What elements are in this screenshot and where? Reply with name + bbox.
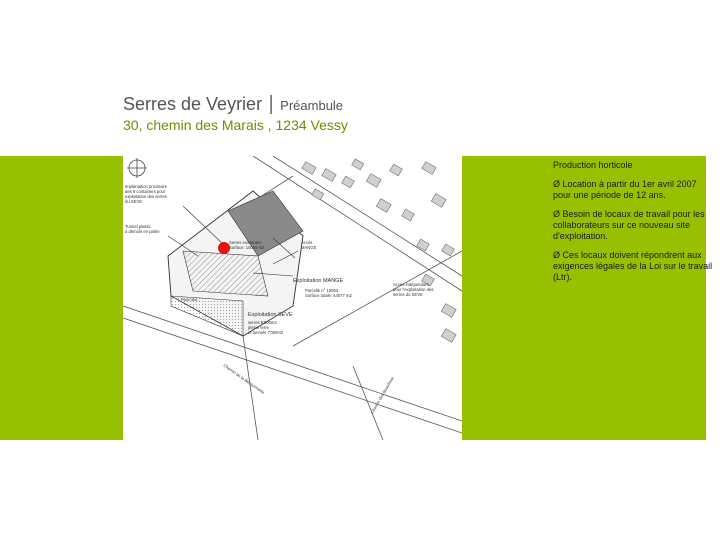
slide-title xyxy=(123,93,343,116)
label-seve-details: serres 5'000m2 pleine terre et tunnels 7'000m2 xyxy=(248,320,284,335)
label-place: Place des... xyxy=(181,298,200,302)
label-parcelle: Parcelle n° 10053 Surface totale: 44077 m2 xyxy=(305,288,352,298)
sidebar-item-location: Ø Location à partir du 1er avril 2007 pour une période de 12 ans. xyxy=(553,179,697,200)
label-chemin-2: Chemin des Beaulieux xyxy=(369,375,395,415)
sidebar-item-besoin: Ø Besoin de locaux de travail pour les collaborateurs sur ce nouveau site d'exploitation. xyxy=(553,209,705,241)
label-tunnel: Tunnel plastic à démolir en partie xyxy=(125,224,160,234)
title-separator: | xyxy=(268,93,274,115)
label-chemin-1: Chemin de la Bessonnette xyxy=(222,362,266,395)
address-line: 30, chemin des Marais , 1234 Vessy xyxy=(123,117,348,133)
green-band-middle xyxy=(462,156,546,440)
sidebar-text xyxy=(553,160,715,291)
label-acces-independant: Accès indépendant pour l'exploitation des serres du SEVE xyxy=(393,282,434,297)
sidebar-item-exigences: Ø Ces locaux doivent répondrent aux exigences légales de la Loi sur le travail (Ltr). xyxy=(553,250,713,282)
label-exploitation-mange: Exploitation MANGE xyxy=(293,278,344,284)
site-plan-map xyxy=(123,156,462,440)
label-implantation: Implantation provisoire des 5 containers pour exploitation des serres du SEVE xyxy=(125,184,168,204)
label-acces-mange: Accès MANGE xyxy=(301,240,317,250)
title-subtitle: Préambule xyxy=(280,98,344,113)
title-main: Serres de Veyrier xyxy=(123,94,263,114)
sidebar-heading: Production horticole xyxy=(553,160,633,170)
label-exploitation-seve: Exploitation SEVE xyxy=(248,312,293,318)
green-band-left xyxy=(0,156,123,440)
site-plan-drawing xyxy=(123,156,462,440)
label-serres-existantes: Serres existantes Surface: 10055 m2 xyxy=(229,240,265,250)
